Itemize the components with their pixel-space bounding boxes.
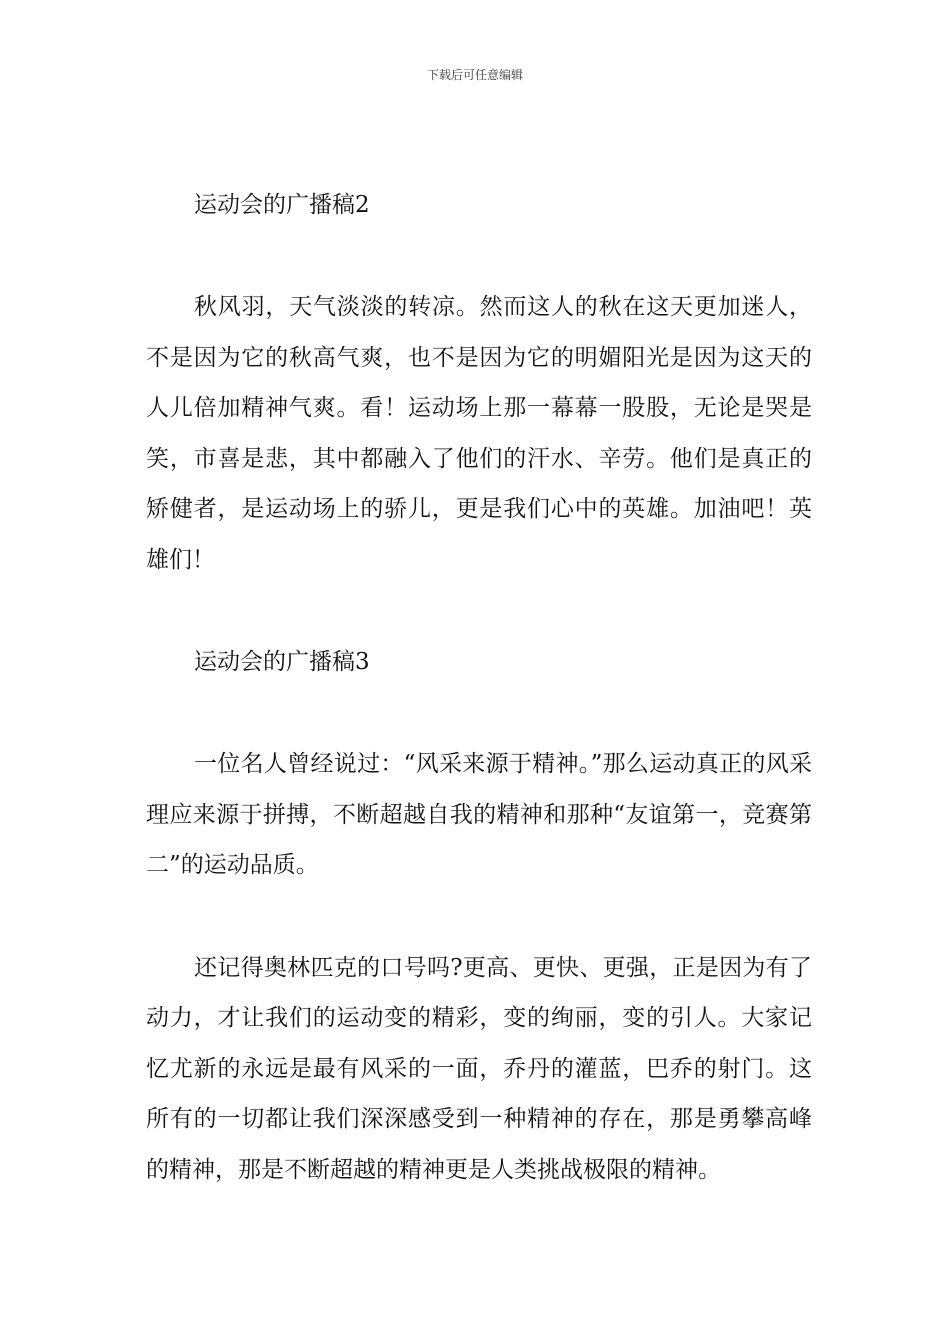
spacer [146,687,812,739]
paragraph: 秋风羽，天气淡淡的转凉。然而这人的秋在这天更加迷人，不是因为它的秋高气爽，也不是因为它的明媚阳光是因为这天的人儿倍加精神气爽。看！运动场上那一幕幕一股股，无论是哭是笑，市喜是悲，其中都融入了他们的汗水、辛劳。他们是真正的矫健者，是运动场上的骄儿，更是我们心中的英雄。加油吧！英雄们！ [146,294,812,573]
paragraph: 一位名人曾经说过：“风采来源于精神。”那么运动真正的风采理应来源于拼搏，不断超越自我的精神和那种“友谊第一，竞赛第二”的运动品质。 [146,751,812,878]
spacer [146,230,812,282]
document-body [146,180,812,1195]
spacer [146,585,812,637]
paragraph: 还记得奥林匹克的口号吗?更高、更快、更强，正是因为有了动力，才让我们的运动变的精彩，变的绚丽，变的引人。大家记忆尤新的永远是最有风采的一面，乔丹的灌蓝，巴乔的射门。这所有的一切都让我们深深感受到一种精神的存在，那是勇攀高峰的精神，那是不断超越的精神更是人类挑战极限的精神。 [146,954,812,1183]
section-heading: 运动会的广播稿2 [194,192,370,218]
spacer [146,891,812,943]
header-note: 下载后可任意编辑 [426,68,523,82]
section-heading: 运动会的广播稿3 [194,649,370,675]
